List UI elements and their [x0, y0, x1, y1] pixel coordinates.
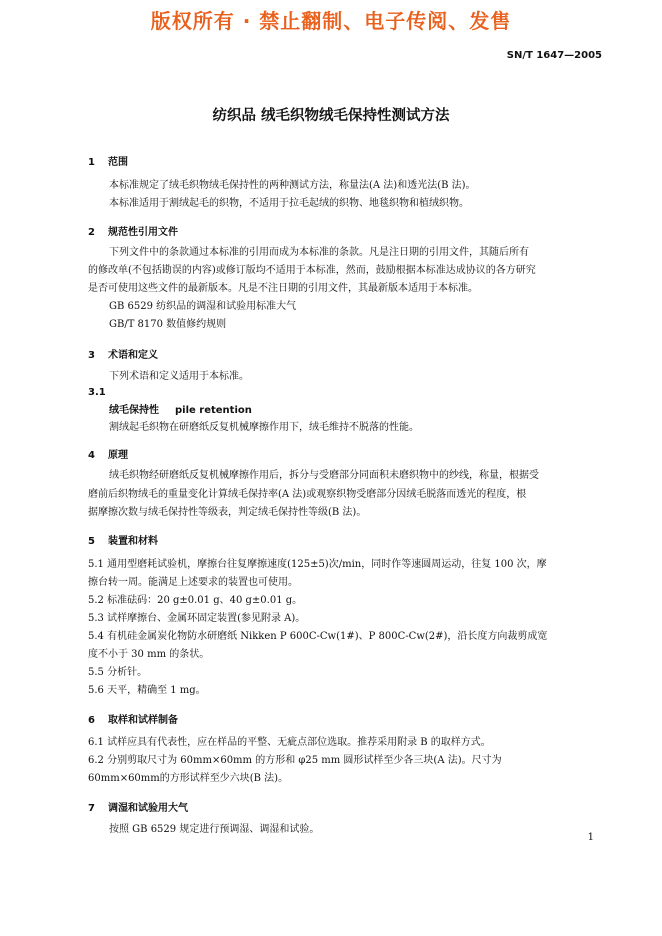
- section-1-heading: [88, 153, 128, 168]
- subclause-number: 3.1: [88, 387, 106, 398]
- section-title: 原理: [108, 450, 128, 461]
- section-title: 调湿和试验用大气: [108, 803, 188, 814]
- paragraph-line: 下列文件中的条款通过本标准的引用而成为本标准的条款。凡是注日期的引用文件，其随后所有: [109, 247, 529, 258]
- normative-reference: GB 6529 纺织品的调湿和试验用标准大气: [109, 301, 297, 312]
- paragraph: 本标准规定了绒毛织物绒毛保持性的两种测试方法，称量法(A 法)和透光法(B 法)。: [109, 180, 476, 191]
- section-2-heading: [88, 223, 178, 238]
- section-6-heading: [88, 711, 178, 726]
- clause-5-1: 5.1 通用型磨耗试验机，摩擦台往复摩擦速度(125±5)次/min，同时作等速圆周运动，往复 100 次，摩: [88, 559, 547, 570]
- clause-5-1-continued: 擦台转一周。能满足上述要求的装置也可使用。: [88, 577, 298, 588]
- paragraph: 下列术语和定义适用于本标准。: [109, 371, 249, 382]
- paragraph: 按照 GB 6529 规定进行预调湿、调湿和试验。: [109, 824, 320, 835]
- section-number: 3: [88, 350, 95, 361]
- section-title: 术语和定义: [108, 350, 158, 361]
- paragraph-line: 绒毛织物经研磨纸反复机械摩擦作用后，拆分与受磨部分同面积未磨织物中的纱线，称量，根据受: [109, 470, 539, 481]
- clause-5-4-continued: 度不小于 30 mm 的条状。: [88, 649, 210, 660]
- section-5-heading: [88, 532, 158, 547]
- document-number: SN/T 1647—2005: [506, 50, 602, 61]
- clause-5-5: 5.5 分析针。: [88, 667, 148, 678]
- section-number: 6: [88, 715, 95, 726]
- clause-5-2: 5.2 标准砝码：20 g±0.01 g、40 g±0.01 g。: [88, 595, 303, 606]
- term-definition: 割绒起毛织物在研磨纸反复机械摩擦作用下，绒毛维持不脱落的性能。: [109, 422, 419, 433]
- paragraph: 本标准适用于割绒起毛的织物，不适用于拉毛起绒的织物、地毯织物和植绒织物。: [109, 198, 469, 209]
- clause-5-3: 5.3 试样摩擦台、金属环固定装置(参见附录 A)。: [88, 613, 306, 624]
- page-title: 纺织品 绒毛织物绒毛保持性测试方法: [212, 108, 450, 124]
- section-title: 装置和材料: [108, 536, 158, 547]
- paragraph-line: 据摩擦次数与绒毛保持性等级表，判定绒毛保持性等级(B 法)。: [88, 507, 367, 518]
- clause-5-4: 5.4 有机硅金属炭化物防水研磨纸 Nikken P 600C-Cw(1#)、P 800C-Cw(2#)，沿长度方向裁剪成宽: [88, 631, 548, 642]
- clause-5-6: 5.6 天平，精确至 1 mg。: [88, 685, 206, 696]
- section-number: 7: [88, 803, 95, 814]
- section-number: 5: [88, 536, 95, 547]
- page-number: 1: [587, 832, 594, 843]
- paragraph-line: 是否可使用这些文件的最新版本。凡是不注日期的引用文件，其最新版本适用于本标准。: [88, 283, 478, 294]
- clause-6-2: 6.2 分别剪取尺寸为 60mm×60mm 的方形和 φ25 mm 圆形试样至少各三块(A 法)。尺寸为: [88, 755, 502, 766]
- term-english: pile retention: [175, 405, 252, 416]
- watermark: 版权所有 · 禁止翻制、电子传阅、发售: [150, 9, 512, 33]
- section-title: 取样和试样制备: [108, 715, 178, 726]
- section-title: 范围: [108, 157, 128, 168]
- paragraph-line: 的修改单(不包括勘误的内容)或修订版均不适用于本标准，然而，鼓励根据本标准达成协议的各方研究: [88, 265, 536, 276]
- section-3-heading: [88, 346, 158, 361]
- section-number: 4: [88, 450, 95, 461]
- section-number: 1: [88, 157, 95, 168]
- normative-reference: GB/T 8170 数值修约规则: [109, 319, 227, 330]
- term-chinese: 绒毛保持性: [109, 405, 159, 416]
- section-7-heading: [88, 799, 188, 814]
- clause-6-2-continued: 60mm×60mm的方形试样至少六块(B 法)。: [88, 773, 289, 784]
- paragraph-line: 磨前后织物绒毛的重量变化计算绒毛保持率(A 法)或观察织物受磨部分因绒毛脱落而透光的程度，根: [88, 489, 527, 500]
- clause-6-1: 6.1 试样应具有代表性，应在样品的平整、无疵点部位选取。推荐采用附录 B 的取样方式。: [88, 737, 491, 748]
- section-number: 2: [88, 227, 95, 238]
- section-4-heading: [88, 446, 128, 461]
- section-title: 规范性引用文件: [108, 227, 178, 238]
